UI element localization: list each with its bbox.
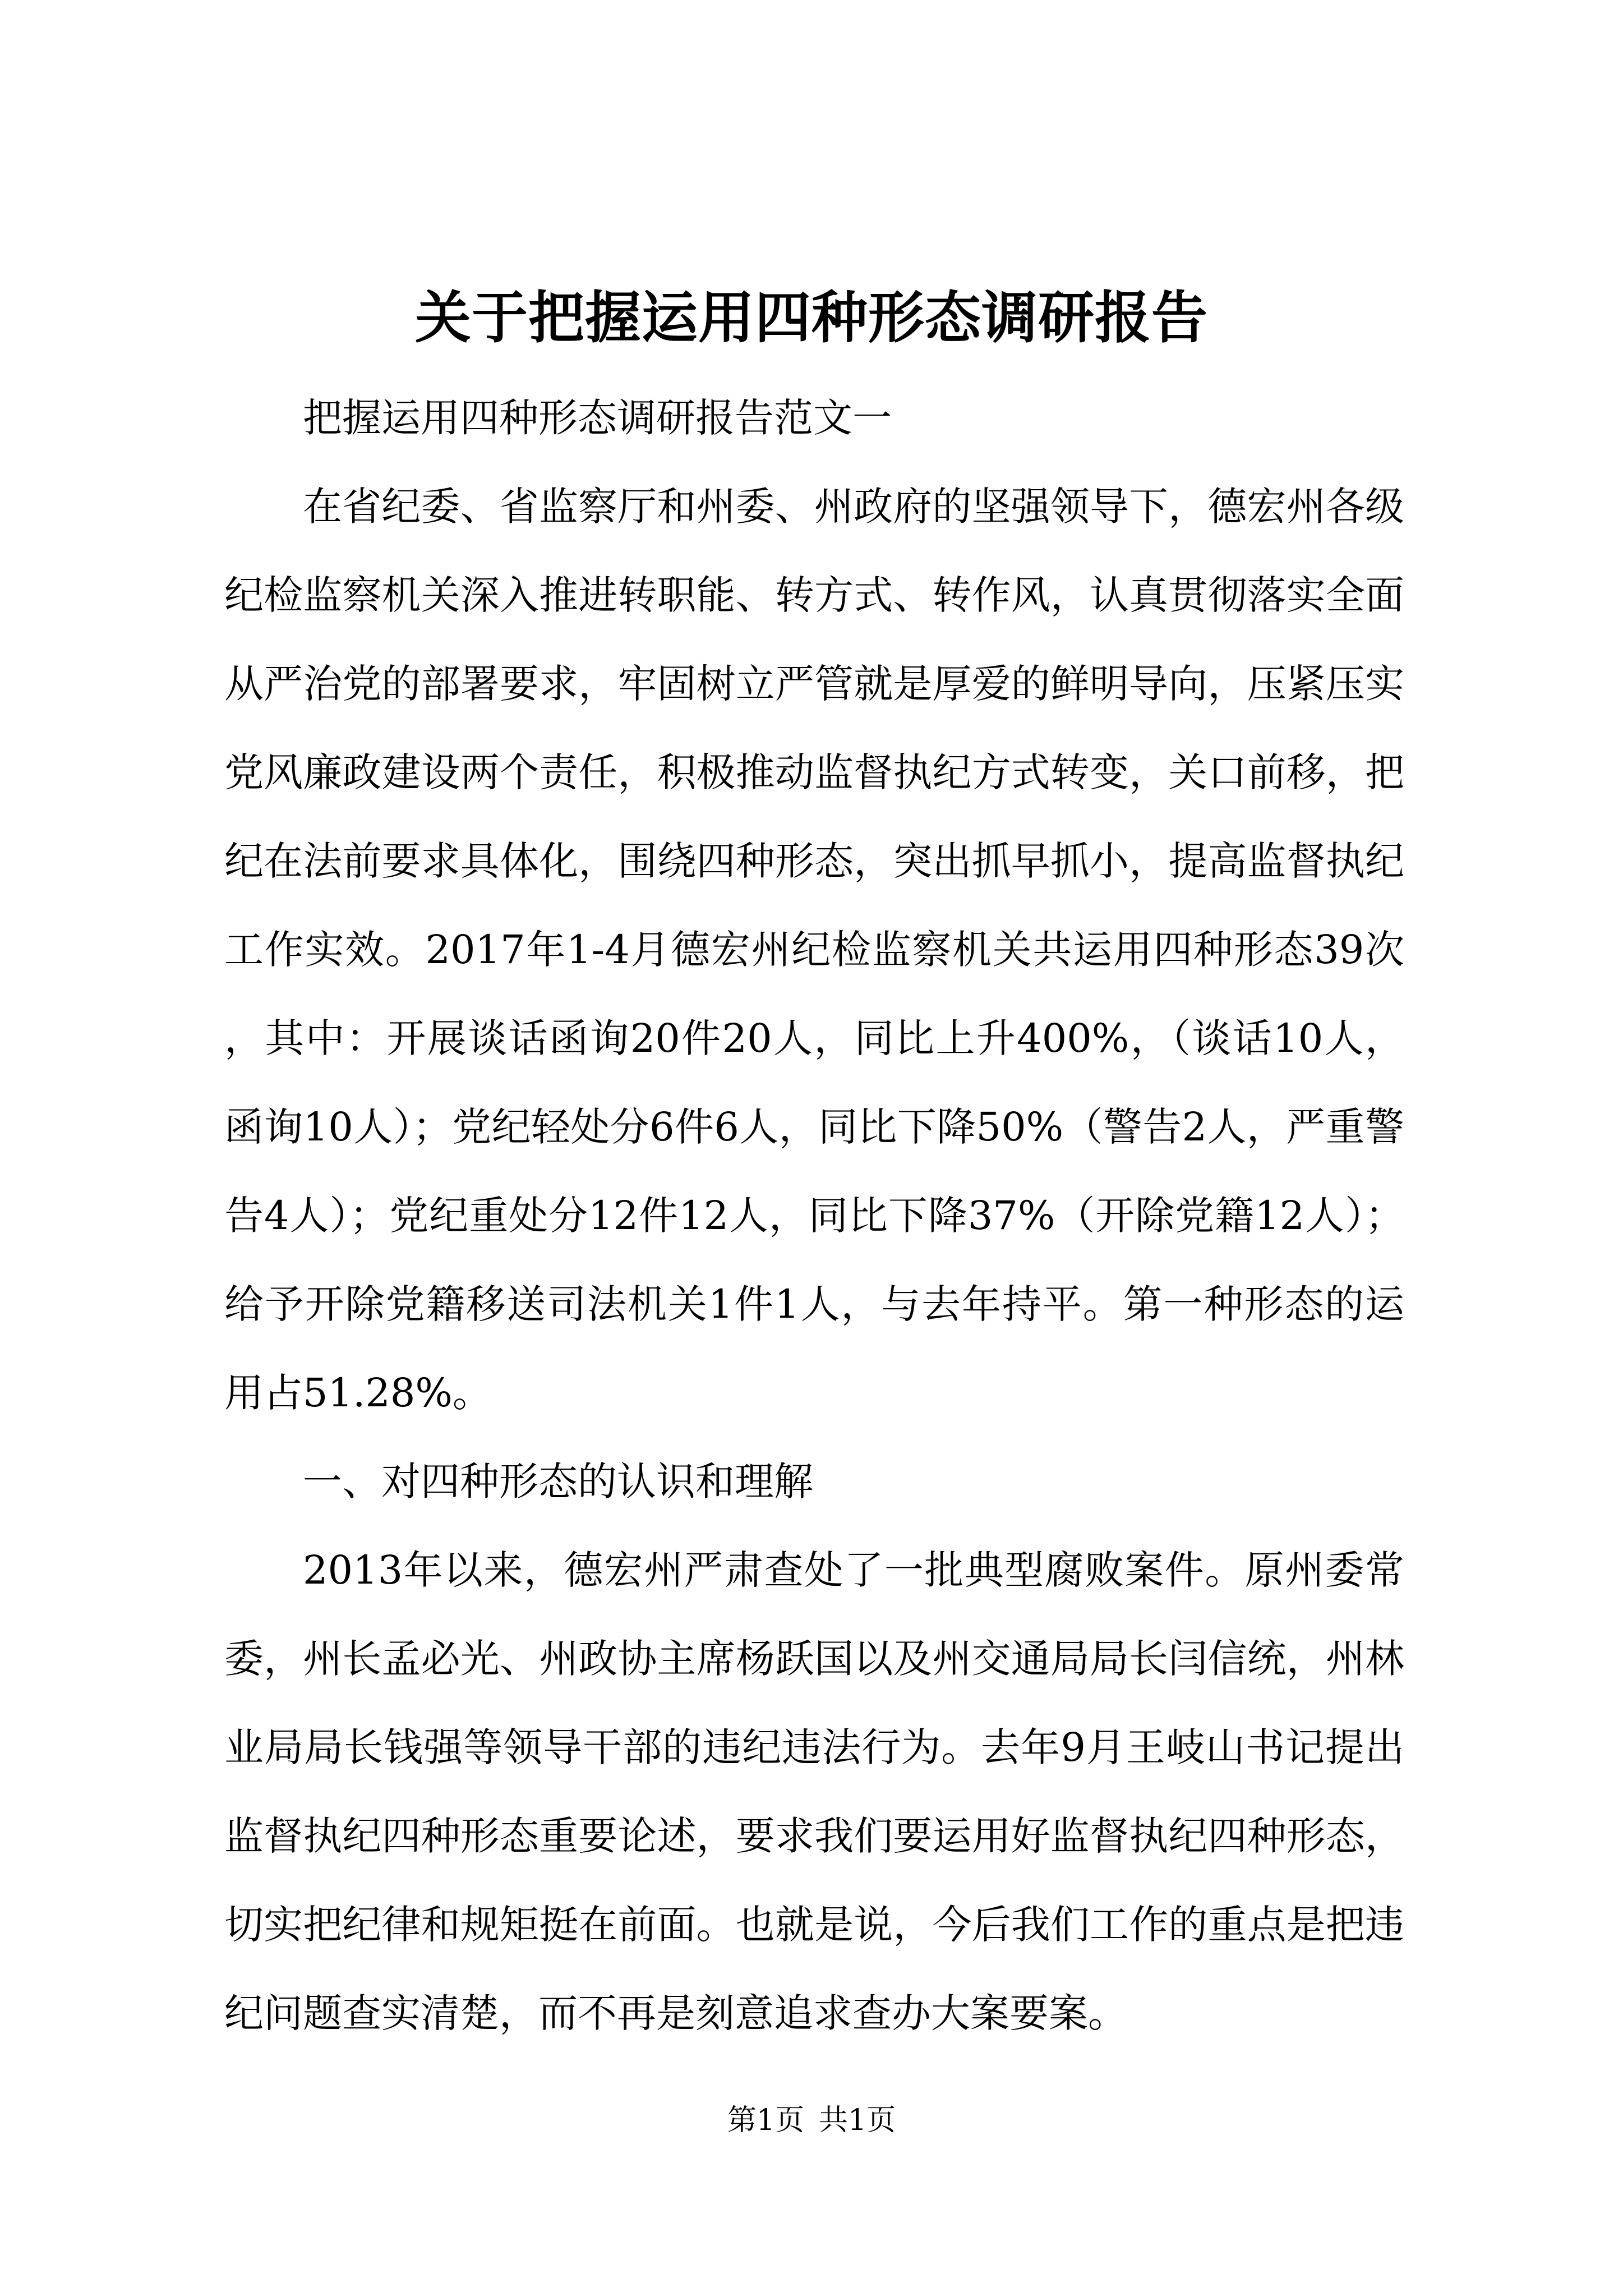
page-number: 第1页 [727,2104,804,2137]
page-footer [0,2098,1623,2143]
document-title: 关于把握运用四种形态调研报告 [415,284,1208,351]
document-body [224,374,1404,2058]
subtitle-paragraph: 把握运用四种形态调研报告范文一 [303,395,892,441]
section-paragraph: 2013年以来，德宏州严肃查处了一批典型腐败案件。原州委常委，州长孟必光、州政协主席杨跃国以及州交通局局长闫信统，州林业局局长钱强等领导干部的违纪违法行为。去年9月王岐山书记提出监督执纪四种形态重要论述，要求我们要运用好监督执纪四种形态，切实把纪律和规矩挺在前面。也就是说，今后我们工作的重点是把违纪问题查实清楚，而不再是刻意追求查办大案要案。 [224,1547,1404,2036]
page-total: 共1页 [819,2104,896,2137]
intro-paragraph: 在省纪委、省监察厅和州委、州政府的坚强领导下，德宏州各级纪检监察机关深入推进转职能、转方式、转作风，认真贯彻落实全面从严治党的部署要求，牢固树立严管就是厚爱的鲜明导向，压紧压实党风廉政建设两个责任，积极推动监督执纪方式转变，关口前移，把纪在法前要求具体化，围绕四种形态，突出抓早抓小，提高监督执纪工作实效。2017年1-4月德宏州纪检监察机关共运用四种形态39次，其中：开展谈话函询20件20人，同比上升400%，（谈话10人，函询10人）；党纪轻处分6件6人，同比下降50%（警告2人，严重警告4人）；党纪重处分12件12人，同比下降37%（开除党籍12人）；给予开除党籍移送司法机关1件1人，与去年持平。第一种形态的运用占51.28%。 [224,484,1404,1416]
section-heading: 一、对四种形态的认识和理解 [303,1458,813,1504]
